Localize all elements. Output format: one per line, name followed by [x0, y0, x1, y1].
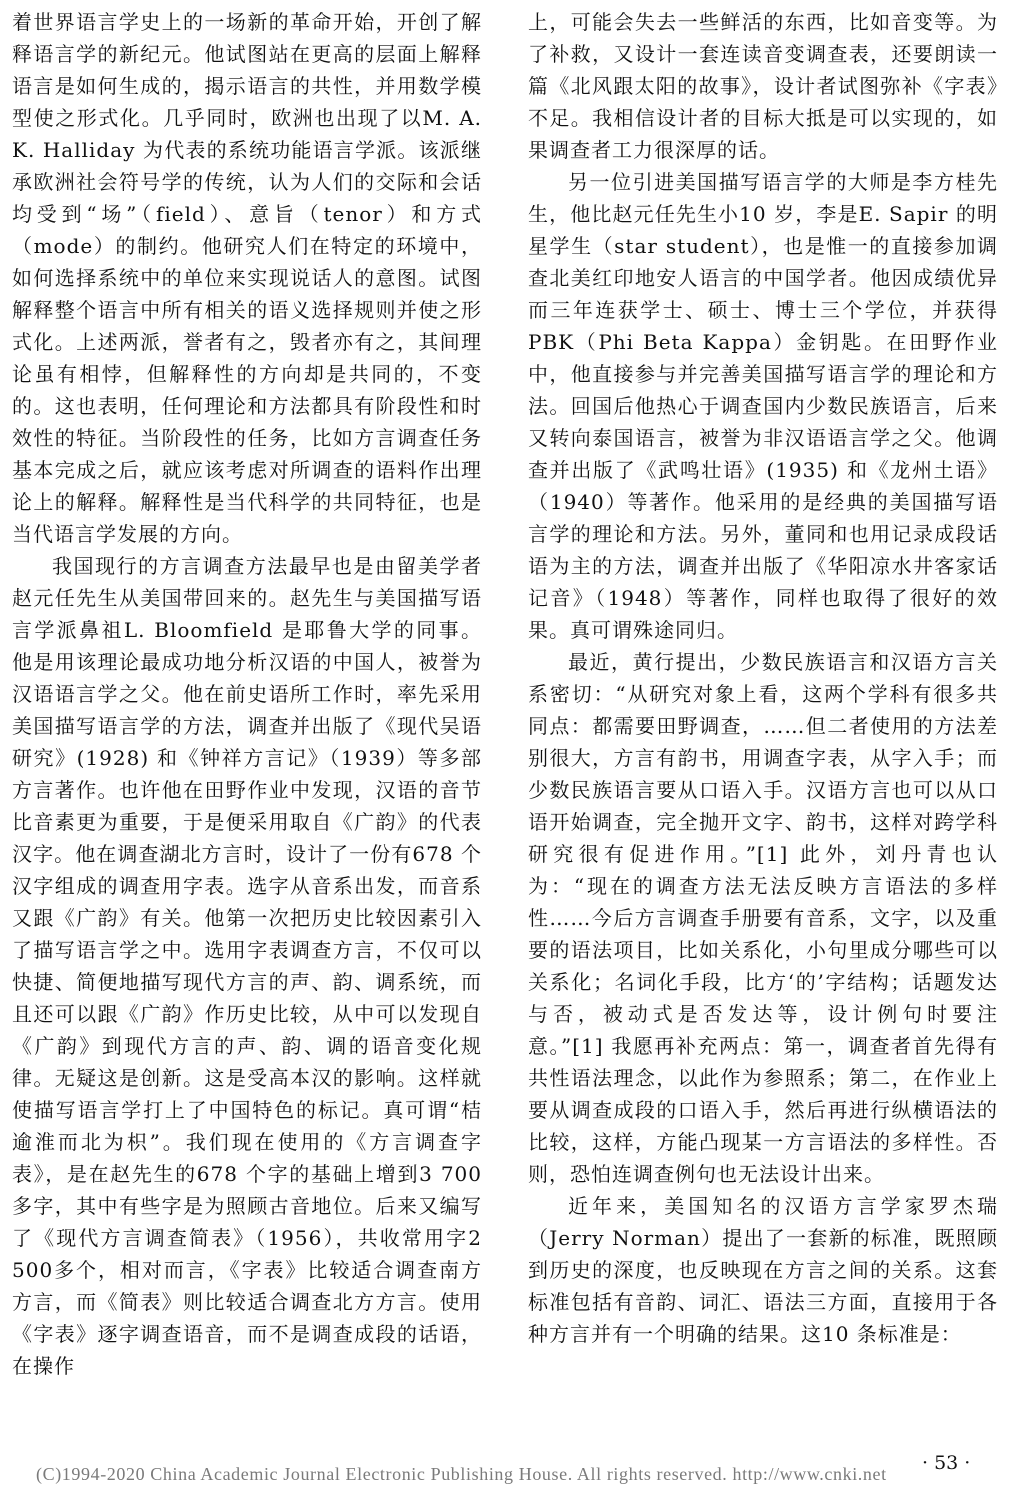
left-paragraph-2: 我国现行的方言调查方法最早也是由留美学者赵元任先生从美国带回来的。赵先生与美国描写语言学派鼻祖L. Bloomfield 是耶鲁大学的同事。他是用该理论最成功地分析汉语的中国人，被誉为汉语语言学之父。他在前史语所工作时，率先采用美国描写语言学的方法，调查并出版了《现代吴语研究》(1928) 和《钟祥方言记》（1939）等多部方言著作。也许他在田野作业中发现，汉语的音节比音素更为重要，于是便采用取自《广韵》的代表汉字。他在调查湖北方言时，设计了一份有678 个汉字组成的调查用字表。选字从音系出发，而音系又跟《广韵》有关。他第一次把历史比较因素引入了描写语言学之中。选用字表调查方言，不仅可以快捷、简便地描写现代方言的声、韵、调系统，而且还可以跟《广韵》作历史比较，从中可以发现自《广韵》到现代方言的声、韵、调的语音变化规律。无疑这是创新。这是受高本汉的影响。这样就使描写语言学打上了中国特色的标记。真可谓“桔逾淮而北为枳”。我们现在使用的《方言调查字表》，是在赵先生的678 个字的基础上增到3 700多字，其中有些字是为照顾古音地位。后来又编写了《现代方言调查简表》（1956），共收常用字2 500多个，相对而言，《字表》比较适合调查南方方言，而《简表》则比较适合调查北方方言。使用《字表》逐字调查语音，而不是调查成段的话语，在操作: [12, 554, 482, 1378]
right-paragraph-3: 最近，黄行提出，少数民族语言和汉语方言关系密切：“从研究对象上看，这两个学科有很多共同点：都需要田野调查，……但二者使用的方法差别很大，方言有韵书，用调查字表，从字入手；而少数民族语言要从口语入手。汉语方言也可以从口语开始调查，完全抛开文字、韵书，这样对跨学科研究很有促进作用。”[1] 此外，刘丹青也认为：“现在的调查方法无法反映方言语法的多样性……今后方言调查手册要有音系，文字，以及重要的语法项目，比如关系化，小句里成分哪些可以关系化；名词化手段，比方‘的’字结构；话题发达与否，被动式是否发达等，设计例句时要注意。”[1] 我愿再补充两点：第一，调查者首先得有共性语法理念，以此作为参照系；第二，在作业上要从调查成段的口语入手，然后再进行纵横语法的比较，这样，方能凸现某一方言语法的多样性。否则，恐怕连调查例句也无法设计出来。: [528, 650, 998, 1186]
right-paragraph-1: 上，可能会失去一些鲜活的东西，比如音变等。为了补救，又设计一套连读音变调查表，还要朗读一篇《北风跟太阳的故事》，设计者试图弥补《字表》不足。我相信设计者的目标大抵是可以实现的，如果调查者工力很深厚的话。: [528, 10, 998, 162]
copyright-footer: (C)1994-2020 China Academic Journal Electronic Publishing House. All rights reserved. http://www.cnki.net: [36, 1464, 887, 1484]
left-paragraph-1: 着世界语言学史上的一场新的革命开始，开创了解释语言学的新纪元。他试图站在更高的层面上解释语言是如何生成的，揭示语言的共性，并用数学模型使之形式化。几乎同时，欧洲也出现了以M. A. K. Halliday 为代表的系统功能语言学派。该派继承欧洲社会符号学的传统，认为人们的交际和会话均受到“场”（field）、意旨（tenor）和方式（mode）的制约。他研究人们在特定的环境中，如何选择系统中的单位来实现说话人的意图。试图解释整个语言中所有相关的语义选择规则并使之形式化。上述两派，誉者有之，毁者亦有之，其间理论虽有相悖，但解释性的方向却是共同的，不变的。这也表明，任何理论和方法都具有阶段性和时效性的特征。当阶段性的任务，比如方言调查任务基本完成之后，就应该考虑对所调查的语料作出理论上的解释。解释性是当代科学的共同特征，也是当代语言学发展的方向。: [12, 10, 482, 546]
page-number: · 53 ·: [922, 1452, 971, 1474]
right-paragraph-4: 近年来，美国知名的汉语方言学家罗杰瑞（Jerry Norman）提出了一套新的标准，既照顾到历史的深度，也反映现在方言之间的关系。这套标准包括有音韵、词汇、语法三方面，直接用于各种方言并有一个明确的结果。这10 条标准是：: [528, 1194, 998, 1346]
right-paragraph-2: 另一位引进美国描写语言学的大师是李方桂先生，他比赵元任先生小10 岁，李是E. Sapir 的明星学生（star student），也是惟一的直接参加调查北美红印地安人语言的中国学者。他因成绩优异而三年连获学士、硕士、博士三个学位，并获得PBK（Phi Beta Kappa）金钥匙。在田野作业中，他直接参与并完善美国描写语言学的理论和方法。回国后他热心于调查国内少数民族语言，后来又转向泰国语言，被誉为非汉语语言学之父。他调查并出版了《武鸣壮语》(1935) 和《龙州土语》（1940）等著作。他采用的是经典的美国描写语言学的理论和方法。另外，董同和也用记录成段话语为主的方法，调查并出版了《华阳凉水井客家话记音》（1948）等著作，同样也取得了很好的效果。真可谓殊途同归。: [528, 170, 998, 642]
left-column: [12, 6, 482, 1382]
right-column: [528, 6, 998, 1350]
